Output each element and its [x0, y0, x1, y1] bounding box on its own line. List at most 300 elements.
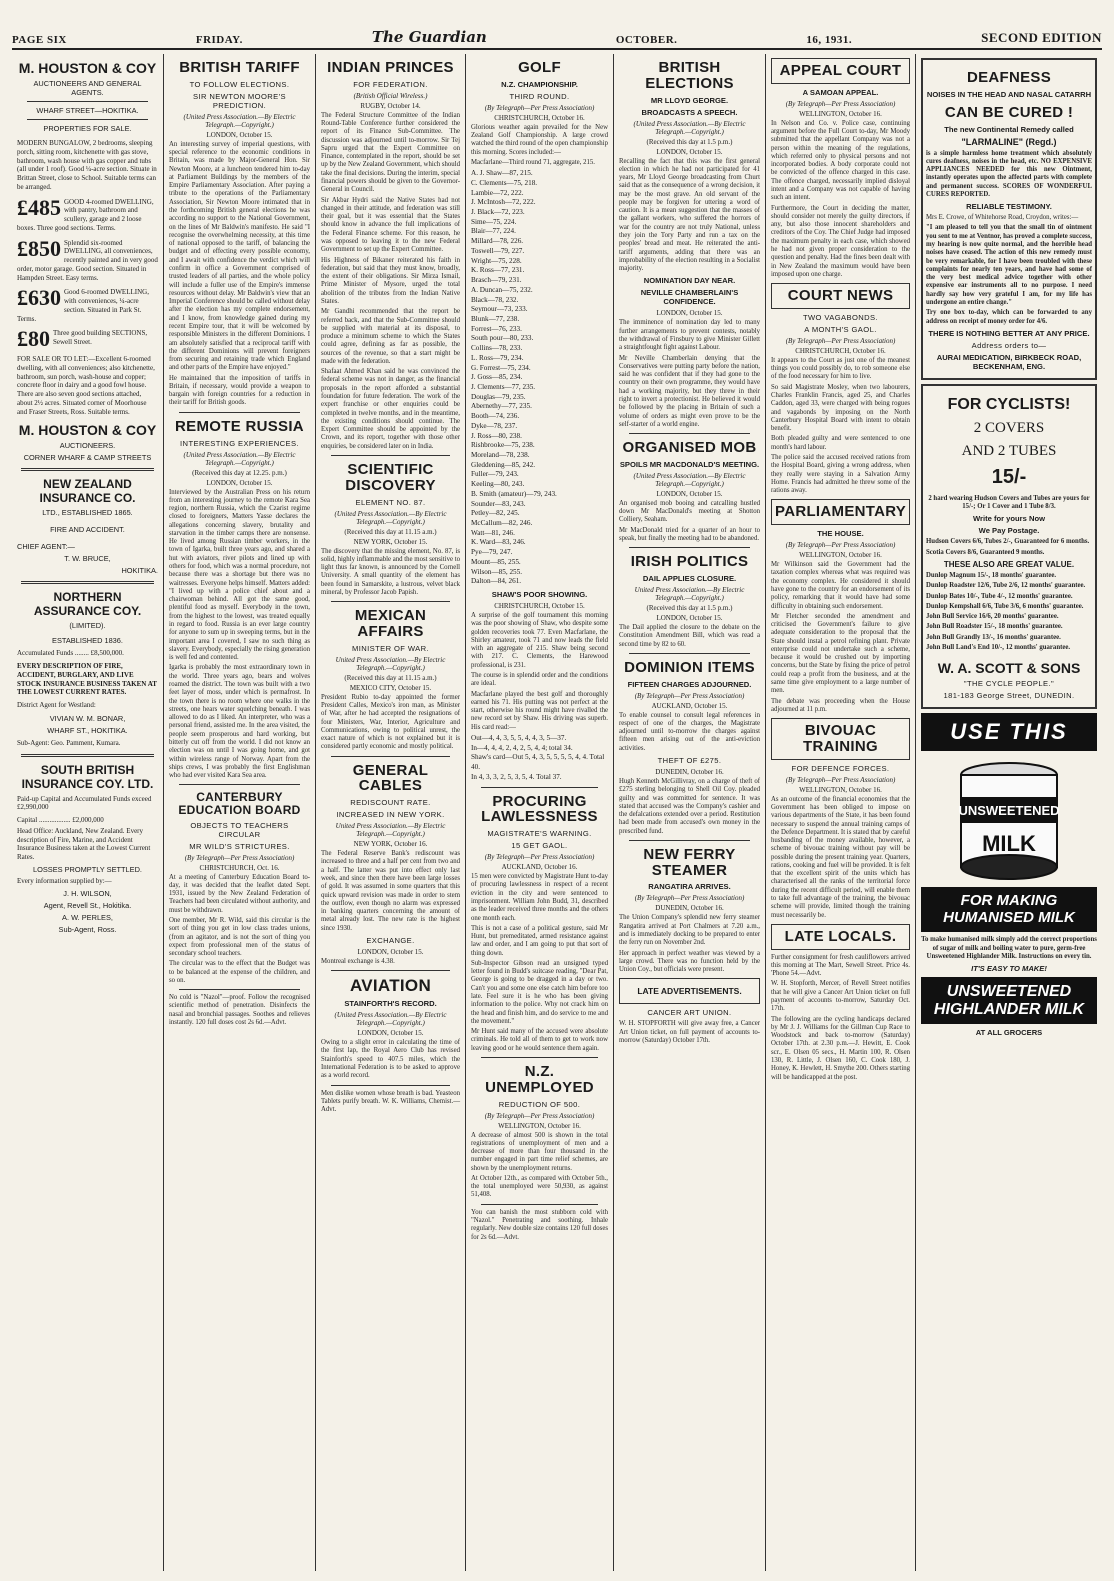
- column-7-adverts: [916, 54, 1102, 1571]
- article-body: In Nelson and Co. v. Police case, continuing argument before the Full Court to-day, Mr Moody submitted that the appellant Company was not a person within the meaning of the regulations, which referred only to physical persons and not incorporated bodies. A body corporate could not be convicted of the offence charged in this case. The offence charged, necessarily implied disloyal intent and a Company was not capable of having such an intent.: [771, 119, 910, 202]
- covers-line: 2 COVERS: [973, 419, 1045, 436]
- headline-british-tariff: BRITISH TARIFF: [179, 59, 300, 76]
- firm-name-2: M. HOUSTON & COY: [18, 422, 157, 439]
- property-ad-80: [17, 329, 158, 349]
- subhead: REDUCTION OF 500.: [498, 1099, 581, 1109]
- list-item: Mount—85, 255.: [471, 557, 521, 566]
- dateline: DUNEDIN, October 16.: [655, 904, 724, 913]
- article-body: The police said the accused received rations from the Hospital Board, giving a wrong address, when they really were staying in a Salvation Army Home. Francis had admitted he threw some of the rations away.: [771, 453, 910, 495]
- article-body: The following are the cycling handicaps declared by Mr J. J. Williams for the Gillman Cup Race to Woodstock and back to-morrow (Saturday) October 17th. at 2.30 p.m.—J. Hewitt, E. Cook scr., E. Olsen 05 secs., H. Martin 100, R. Olsen 130, R. Little, J. Olsen 160, C. Cook 180, J. Honey, K. Hewlett, H. Smythe 200. Others starting will be handicapped at the post.: [771, 1015, 910, 1081]
- south-british-agent-2-addr: Sub-Agent, Ross.: [58, 924, 117, 934]
- nz-insurance-agent-town: HOKITIKA.: [121, 566, 158, 576]
- making-milk-banner: FOR MAKING HUMANISED MILK: [921, 887, 1097, 932]
- divider: [179, 412, 300, 413]
- headline-aviation: AVIATION: [349, 976, 432, 996]
- milk-advert: [921, 713, 1097, 1037]
- list-item: Dyke—78, 237.: [471, 421, 518, 430]
- subhead: BROADCASTS A SPEECH.: [641, 107, 738, 117]
- article-body: Furthermore, the Court in deciding the matter, should consider not merely the guilty directors, if any, but also those innocent shareholders and creditors of the Coy. The Chief Judge had imposed the maximum penalty in each case, which showed he had not given proper consideration to the question and penalty. Had the fines been dealt with in New Zealand the maximum would have been imposed upon one charge.: [771, 204, 910, 278]
- masthead-day: FRIDAY.: [195, 34, 243, 46]
- subhead: NOMINATION DAY NEAR.: [643, 276, 736, 286]
- dateline: AUCKLAND, October 15.: [651, 701, 728, 710]
- column-6: [766, 54, 916, 1571]
- tyre-line: John Bull Grandly 13/-, 16 months' guarantee.: [926, 633, 1061, 641]
- divider: [629, 433, 750, 434]
- article-body: Owing to a slight error in calculating the time of the first lap, the Royal Aero Club has revised Stainforth's speed to 407.5 miles, which the International Federation is to be asked to approve as a world record.: [321, 1039, 460, 1080]
- list-item: Collins—78, 233.: [471, 344, 523, 353]
- subhead: MAGISTRATE'S WARNING.: [487, 829, 592, 839]
- subhead: NEVILLE CHAMBERLAIN'S CONFIDENCE.: [640, 288, 739, 307]
- list-item: Millard—78, 226.: [471, 237, 524, 246]
- bungalow-ad: MODERN BUNGALOW, 2 bedrooms, sleeping porch, sitting room, kitchenette with gas stove, bathroom, wash house with gas copper and tubs (all under 1 roof). Good ¼-acre section. Situate in Brittan Street, close to School. Suitable terms can be arranged.: [17, 139, 157, 191]
- headline-canterbury-education: CANTERBURY EDUCATION BOARD: [178, 790, 301, 817]
- scorecard-line: Out—4, 4, 3, 5, 5, 4, 4, 3, 5—37.: [471, 734, 567, 742]
- divider: [21, 581, 154, 584]
- wire-credit: (United Press Association.—By Electric Telegraph.—Copyright.): [334, 509, 447, 526]
- milk-tin-image: [934, 757, 1084, 881]
- nazol-advert: You can banish the most stubborn cold with "Nazol." Penetrating and soothing. Inhale regularly. New double size contains 120 full doses for 2s 6d.—Advt.: [471, 1208, 608, 1241]
- list-item: Wilson—85, 255.: [471, 567, 523, 576]
- wire-credit: (By Telegraph—Per Press Association): [484, 853, 595, 862]
- price-15s: 15/-: [991, 465, 1027, 488]
- property-ad-485: [17, 198, 158, 233]
- article-body: Mr Fletcher seconded the amendment and criticised the Government's failure to give adequate consideration to the proposal that the State should instal a petrol refining plant. Private enterprise could not undertake such a scheme, because it would be crushed out by importing concerns, but the State by fixing the price of petrol could reap a profit from the business, and at the same time give employment to a large number of men.: [771, 612, 910, 695]
- headline-court-news: COURT NEWS: [787, 287, 894, 305]
- list-item: Rishbrooke—75, 238.: [471, 441, 535, 450]
- subhead: INCREASED IN NEW YORK.: [336, 810, 445, 820]
- dateline: NEW YORK, October 15.: [353, 537, 428, 546]
- price-850: £850: [17, 238, 61, 261]
- golf-score-list: [471, 169, 608, 587]
- list-item: J. Goss—85, 234.: [471, 373, 523, 382]
- article-body: It appears to the Court as just one of the meanest things you could possibly do, to rob someone else of the food necessary for him to live.: [771, 356, 910, 381]
- wire-credit: United Press Association.—By Electric Telegraph.—Copyright.): [634, 586, 745, 602]
- article-body: 15 men were convicted by Magistrate Hunt to-day of procuring lawlessness in respect of a recent eviction in the city and were sentenced to imprisonment. William John Budd, 31, described as the leader received three months and the others one month each.: [471, 873, 608, 922]
- late-ads-box: [619, 978, 760, 1004]
- subhead: CANCER ART UNION.: [647, 1008, 732, 1018]
- headline-new-ferry-steamer: NEW FERRY STEAMER: [643, 845, 736, 879]
- northern-desc: EVERY DESCRIPTION OF FIRE, ACCIDENT, BURGLARY, AND LIVE STOCK INSURANCE BUSINESS TAKEN AT THE LOWEST CURRENT RATES.: [17, 662, 157, 697]
- list-item: Watt—81, 246.: [471, 528, 515, 537]
- list-item: McCallum—82, 246.: [471, 519, 533, 528]
- firm-2-address: CORNER WHARF & CAMP STREETS: [23, 453, 152, 463]
- headline-dominion-items: DOMINION ITEMS: [624, 658, 755, 676]
- scorecard-line: In—4, 4, 4, 2, 4, 2, 5, 4, 4; total 34.: [471, 743, 573, 752]
- divider: [629, 840, 750, 841]
- list-item: C. Clements—75, 218.: [471, 178, 538, 187]
- bivouac-box: [771, 718, 910, 760]
- article-body: The imminence of nomination day led to many further arrangements to prevent contests, notably the withdrawal of Finsbury to give Minister Gillett a straightfought fight against Labour.: [619, 319, 760, 352]
- dateline: WELLINGTON, October 16.: [498, 1121, 581, 1130]
- divider: [481, 787, 598, 788]
- dateline: WELLINGTON, October 16.: [799, 551, 882, 560]
- list-item: J. McIntosh—72, 222.: [471, 198, 536, 207]
- dateline: DUNEDIN, October 16.: [655, 768, 724, 776]
- headline-nz-unemployed: N.Z. UNEMPLOYED: [485, 1063, 594, 1096]
- subhead: STAINFORTH'S RECORD.: [344, 999, 437, 1009]
- tin-label-unsweetened: UNSWEETENED: [958, 803, 1060, 819]
- subhead: FIFTEEN CHARGES ADJOURNED.: [627, 679, 752, 689]
- order-address: AURAI MEDICATION, BIRKBECK ROAD, BECKENHAM, ENG.: [936, 352, 1082, 371]
- article-body: Both pleaded guilty and were sentenced to one month's hard labour.: [771, 435, 910, 451]
- article-body: The Dail applied the closure to the debate on the Constitution Amendment Bill, which was read a second time by 82 to 60.: [619, 624, 760, 648]
- appeal-court-box: [771, 58, 910, 84]
- headline-irish-politics: IRISH POLITICS: [630, 553, 749, 571]
- masthead-month: OCTOBER.: [615, 34, 678, 46]
- yeasteon-advert: Men dislike women whose breath is bad. Yeasteon Tablets purify breath. W. K. Williams, Chemist.—Advt.: [321, 1089, 460, 1114]
- advert-body: 2 hard wearing Hudson Covers and Tubes are yours for 15/-; Or 1 Cover and 1 Tube 8/3.: [928, 494, 1090, 511]
- divider: [21, 754, 154, 757]
- article-body: Interviewed by the Australian Press on his return from an interesting journey to the remote Kara Sea region, northern Russia, which the Czarist regime closed to foreigners, Matters Yasse declares the allegations concerning slavery, brutality and starvation in the timber camps there are nonsense. He lived among Russian timber workers, in the town of Igarka, built three years ago, and shared a hut with aviators, river pilots and lined up with others for food, which was a normal procedure, not because there was a shortage but there was no waitresses. Everyone helps himself. Matters added: "I lived up with a police chief about and a chairwoman behind. All got the same good, plentiful food as myself. Everybody in the town, from the highest to the lowest, was treated equally in regard to food. Russia is an ever large country for anyone to sum up in sweeping terms, but in the important area I covered, I saw no such thing as slavery. Everybody, especially the rising generation is well fed and contented.: [169, 488, 310, 662]
- subhead: REDISCOUNT RATE.: [350, 798, 431, 808]
- wire-credit: (United Press Association.—By Electric Telegraph.—Copyright.): [334, 1011, 447, 1028]
- column-1-classifieds: [12, 54, 164, 1571]
- tyre-line: John Bull Land's End 10/-, 12 months' guarantee.: [926, 643, 1071, 651]
- nz-insurance-est: LTD., ESTABLISHED 1865.: [42, 508, 133, 518]
- list-item: Moreland—78, 238.: [471, 451, 530, 459]
- south-british-capital: Paid-up Capital and Accumulated Funds exceed £2,990,000: [17, 794, 152, 812]
- list-item: Abernethy—77, 235.: [471, 402, 532, 411]
- wire-credit: (By Telegraph—Per Press Association): [785, 541, 896, 550]
- article-body: One member, Mr R. Wild, said this circular is the sort of thing you get in low class trades unions, (from an agitator, and is not the sort of thing you expect from professional men of the status of secondary school teachers.: [169, 916, 310, 958]
- divider: [331, 455, 450, 456]
- list-item: Brasch—79, 231.: [471, 276, 522, 285]
- cyclists-advert: [921, 384, 1097, 709]
- list-item: South pour—80, 233.: [471, 334, 534, 343]
- subhead: INTERESTING EXPERIENCES.: [180, 438, 299, 448]
- headline-golf: GOLF: [518, 59, 561, 76]
- subhead: MR WILD'S STRICTURES.: [189, 841, 290, 851]
- northern-assurance-name: NORTHERN ASSURANCE COY.: [33, 590, 142, 619]
- property-ad-485-text: GOOD 4-roomed DWELLING, with pantry, bathroom and scullery, garage and 2 loose boxes. Three good sections. Terms.: [17, 197, 154, 232]
- headline-indian-princes: INDIAN PRINCES: [327, 59, 454, 76]
- wire-credit: (By Telegraph—Per Press Association): [785, 336, 896, 345]
- headline-remote-russia: REMOTE RUSSIA: [175, 417, 304, 435]
- article-body: Macfarlane played the best golf and thoroughly earned his 71. His putting was not perfect at the start, otherwise his round might have rivalled the new record set by Shaw. His driving was superb. His card read:—: [471, 690, 608, 731]
- wire-credit: (By Telegraph—Per Press Association): [484, 103, 595, 112]
- dateline: LONDON, October 15.: [206, 478, 273, 487]
- price-line: Hudson Covers 6/6, Tubes 2/-, Guaranteed for 6 months.: [926, 538, 1090, 546]
- dateline: LONDON, October 15.: [206, 130, 273, 139]
- subhead: OBJECTS TO TEACHERS CIRCULAR: [190, 820, 289, 839]
- divider: [21, 468, 154, 471]
- dateline: LONDON, October 15.: [656, 489, 723, 498]
- property-ad-80-text: Three good building SECTIONS, Sewell Street.: [53, 329, 148, 346]
- divider: [331, 1085, 450, 1086]
- cured-headline: CAN BE CURED !: [944, 103, 1074, 121]
- list-item: Keeling—80, 243.: [471, 480, 525, 489]
- scorecard-line: In 4, 3, 3, 2, 5, 3, 5, 4. Total 37.: [471, 772, 562, 781]
- easy-line: IT'S EASY TO MAKE!: [971, 964, 1047, 974]
- article-body: The Federal Reserve Bank's rediscount was increased to three and a half per cent from two and a half. The latter was put into effect only last week, and since then there have been large losses of gold. It was assumed in some quarters that this quick upward revision was made in order to stem the outflow, even though no alarm was expressed in banking quarters concerning the amount of metal already lost. The new rate is the highest since 1930.: [321, 850, 460, 932]
- northern-agent-label: District Agent for Westland:: [17, 701, 96, 710]
- received-note: (Received this day at 1.5 p.m.): [646, 137, 733, 146]
- dateline: CHRISTCHURCH, October 16.: [795, 346, 886, 355]
- dateline: MEXICO CITY, October 15.: [349, 683, 432, 692]
- article-body: Mr MacDonald tried for a quarter of an hour to speak, but finally the meeting had to be abandoned.: [619, 526, 760, 542]
- sale-or-let-ad: FOR SALE OR TO LET:—Excellent 6-roomed dwelling, with all conveniences; also kitchenette, bathroom, sun porch, wash-house and copper; concrete floor in dairy and a good fowl house. There are also seven good sections attached, about 2½ acres. Situated corner of Moorhouse and Fraser Streets, Ross. Suitable terms.: [17, 355, 155, 416]
- scorecard-line: Shaw's card—Out 5, 4, 3, 5, 5, 5, 5, 4, 4. Total 40.: [471, 753, 605, 772]
- article-body: His Highness of Bikaner reiterated his faith in federation, but said that they must know, broadly, the extent of their obligations. Sir Mirza Ismail, Prime Minister of Mysore, urged the total abolition of the tributes from the Indian Native States.: [321, 256, 460, 305]
- price-485: £485: [17, 197, 61, 220]
- list-item: Blair—77, 224.: [471, 227, 516, 236]
- highlander-brand: UNSWEETENED HIGHLANDER MILK: [921, 977, 1097, 1024]
- headline-british-elections: BRITISH ELECTIONS: [645, 59, 734, 92]
- subhead: RELIABLE TESTIMONY.: [966, 202, 1052, 212]
- list-item: Wright—75, 228.: [471, 256, 522, 265]
- article-body: Sir Akbar Hydri said the Native States had not changed in their attitude, and federation was still their goal, but it was essential that the States should know in advance the full implications of the Federal Finance scheme. For this reason, he was opposed to leaving it to the new Federal Government to set up the Expert Committee.: [321, 196, 460, 254]
- great-value-heading: THESE ALSO ARE GREAT VALUE.: [943, 559, 1075, 569]
- northern-agent-name: VIVIAN W. M. BONAR,: [49, 713, 126, 723]
- dateline: CHRISTCHURCH, Oct. 16.: [199, 863, 280, 872]
- wire-credit: United Press Association.—By Electric Telegraph.—Copyright.): [335, 655, 446, 672]
- stopforth-advert: W. H. STOPFORTH will give away free, a Cancer Art Union ticket, on full payment of accounts to-morrow (Saturday) October 17th.: [619, 1020, 760, 1044]
- column-3: [316, 54, 466, 1571]
- wire-credit: United Press Association.—By Electric Telegraph.—Copyright.): [335, 822, 446, 839]
- subhead: ELEMENT NO. 87.: [355, 497, 426, 507]
- list-item: A. Duncan—75, 232.: [471, 285, 533, 294]
- wire-credit: (By Telegraph—Per Press Association): [484, 1111, 595, 1120]
- article-body: The debate was proceeding when the House adjourned at 11 p.m.: [771, 697, 910, 713]
- headline-appeal-court: APPEAL COURT: [779, 62, 902, 79]
- received-note: (Received this day at 1.5 p.m.): [646, 604, 733, 612]
- article-body: At a meeting of Canterbury Education Board to-day, it was decided that the leaflet dated Sept. 1931, issued by the New Zealand Federation of Teachers had been circulated without authority, and must be withdrawn.: [169, 873, 310, 914]
- subhead: NOISES IN THE HEAD AND NASAL CATARRH: [926, 89, 1092, 99]
- divider: [331, 970, 450, 971]
- article-body: As an outcome of the financial economies that the Government has been obliged to impose on various departments of the State, it has been found necessary to suspend the annual training camps of the Defence Department. It is stated that by careful husbanding of the money available, however, a scheme of bivouac training without pay will be possible during the present training year. Quarters, rations, cooking and fuel will be provided. It is felt that the excellent spirit of the units which has characterised all the ranks of the territorial force during the recent difficult period, will enable them to take full advantage of the training, the bivouac scheme will provide, limited though the training must necessarily be.: [771, 795, 910, 919]
- dateline: AUCKLAND, October 16.: [501, 863, 578, 872]
- divider: [179, 784, 300, 785]
- article-body: At October 12th., as compared with October 5th., the total unemployed were 50,930, as against 51,408.: [471, 1174, 608, 1199]
- article-body: Her approach in perfect weather was viewed by a large crowd. There was no function held by the Union Coy., but officials were present.: [619, 949, 760, 974]
- wire-credit: (By Telegraph—Per Press Association): [785, 99, 896, 108]
- wire-credit: (By Telegraph—Per Press Association): [184, 853, 295, 862]
- northern-sub-agent: Sub-Agent: Geo. Pamment, Kumara.: [17, 738, 121, 747]
- tin-label-milk: MILK: [982, 831, 1036, 857]
- list-item: Petley—82, 245.: [471, 509, 520, 518]
- list-item: Sounder—83, 243.: [471, 499, 526, 508]
- dateline: LONDON, October 15.: [656, 309, 723, 318]
- article-body: To enable counsel to consult legal references in respect of one of the charges, the Magistrate adjourned until to-morrow the charges against fifteen men arising out of the anti-eviction activities.: [619, 711, 760, 752]
- tyre-line: Dunlop Kempshall 6/6, Tube 3/6, 6 months' guarantee.: [926, 602, 1084, 610]
- nz-insurance-agent-label: CHIEF AGENT:—: [17, 542, 75, 552]
- dateline: WELLINGTON, October 16.: [799, 785, 882, 794]
- subhead: Address orders to—: [971, 340, 1047, 350]
- page-number: PAGE SIX: [12, 34, 67, 46]
- subhead: The new Continental Remedy called: [944, 124, 1074, 134]
- masthead: [12, 28, 1102, 50]
- list-item: Forrest—76, 233.: [471, 324, 522, 333]
- subhead: THERE IS NOTHING BETTER AT ANY PRICE.: [928, 328, 1090, 338]
- property-ad-630: [17, 288, 158, 323]
- list-item: J. Clements—77, 235.: [471, 382, 536, 391]
- product-name: "LARMALINE" (Regd.): [961, 136, 1057, 147]
- masthead-date: 16, 1931.: [806, 34, 853, 46]
- northern-funds: Accumulated Funds ........ £8,500,000.: [17, 649, 124, 658]
- article-body: So said Magistrate Mosley, when two labourers, Charles Franklin Francis, aged 25, and Charles Caddon, aged 33, were charged with being rogues and vagabonds by imposing on the North Canterbury Hospital Board with intent to obtain benefit.: [771, 383, 910, 433]
- headline-general-cables: GENERAL CABLES: [352, 761, 429, 795]
- subhead: THE HOUSE.: [817, 529, 864, 539]
- dateline: CHRISTCHURCH, October 16.: [494, 113, 585, 122]
- paper-title: The Guardian: [371, 28, 487, 46]
- list-item: Lambie—72, 222.: [471, 188, 524, 197]
- list-item: Black—78, 232.: [471, 295, 519, 304]
- wire-credit: (United Press Association.—By Electric Telegraph.—Copyright.): [183, 450, 296, 467]
- nz-insurance-name: NEW ZEALAND INSURANCE CO.: [39, 477, 136, 506]
- list-item: Booth—74, 236.: [471, 412, 520, 421]
- divider: [481, 1204, 598, 1205]
- article-body: An organised mob booing and catcalling hustled down Mr MacDonald's meeting at Shotton Colliery, Seaham.: [619, 499, 760, 524]
- wire-credit: (United Press Association.—By Electric Telegraph.—Copyright.): [633, 471, 746, 488]
- received-note: (Received this day at 11.15 a.m.): [344, 527, 437, 536]
- headline-scientific-discovery: SCIENTIFIC DISCOVERY: [345, 461, 436, 494]
- subhead: FOR FEDERATION.: [353, 79, 428, 89]
- columns: [12, 54, 1102, 1571]
- divider: [179, 989, 300, 990]
- subhead: SIR NEWTON MOORE'S PREDICTION.: [193, 91, 286, 110]
- divider: [331, 601, 450, 602]
- article-body: The circular was to the effect that the Budget was to be balanced at the expense of the children, and so on.: [169, 960, 310, 984]
- south-british-info: Every information supplied by:—: [17, 876, 112, 885]
- list-item: Dalton—84, 261.: [471, 577, 522, 586]
- headline-mexican-affairs: MEXICAN AFFAIRS: [354, 607, 427, 640]
- list-item: Seymour—73, 233.: [471, 305, 528, 314]
- subhead: SHAW'S POOR SHOWING.: [491, 590, 588, 600]
- subhead: FOR DEFENCE FORCES.: [791, 763, 890, 773]
- wire-credit: (By Telegraph—Per Press Association): [634, 894, 745, 903]
- at-all-grocers: AT ALL GROCERS: [975, 1028, 1043, 1038]
- use-this-banner: USE THIS: [921, 713, 1097, 751]
- parliamentary-box: [771, 499, 910, 525]
- wire-credit: (United Press Association.—By Electric Telegraph.—Copyright.): [183, 112, 296, 129]
- nz-insurance-type: FIRE AND ACCIDENT.: [50, 525, 125, 535]
- subhead: DAIL APPLIES CLOSURE.: [642, 574, 737, 583]
- price-630: £630: [17, 288, 61, 311]
- property-ad-850: [17, 239, 158, 283]
- list-item: B. Smith (amateur)—79, 243.: [471, 489, 557, 498]
- tyre-line: John Bull Service 16/6, 20 months' guarantee.: [926, 613, 1059, 621]
- nazol-advert: No cold is "Nazol"—proof. Follow the recognised scientific method of penetration. Disinfects the nasal and bronchial passages. Soothes and relieves instantly. 120 full doses cost 2s 6d.—Advt.: [169, 994, 310, 1027]
- article-body: A decrease of almost 500 is shown in the total registrations of unemployment of men and a decrease of more than four thousand in the number engaged in part time relief schemes, are shown by the unemployment returns.: [471, 1131, 608, 1172]
- article-body: President Rubio to-day appointed the former President Calles, Mexico's iron man, as Minister of War, after he had accepted the resignations of four Ministers, War, Interior, Agriculture and Communications, owing to political unrest, the exact nature of which is not explained but it is considered partly economic and mostly political.: [321, 693, 460, 751]
- tubes-line: AND 2 TUBES: [961, 442, 1057, 459]
- edition-label: SECOND EDITION: [981, 30, 1102, 45]
- dateline: RUGBY, October 14.: [360, 101, 421, 110]
- column-5: [614, 54, 766, 1571]
- firm-address: WHARF STREET—HOKITIKA.: [36, 106, 139, 115]
- subhead: TO FOLLOW ELECTIONS.: [189, 79, 290, 89]
- price-line: Scotia Covers 8/6, Guaranteed 9 months.: [926, 548, 1045, 556]
- nz-insurance-agent-name: T. W. BRUCE,: [64, 554, 111, 564]
- subhead: N.Z. CHAMPIONSHIP.: [501, 79, 578, 89]
- subhead: MR LLOYD GEORGE.: [650, 95, 729, 105]
- article-body: Mr Neville Chamberlain denying that the Conservatives were putting party before the nation, said he was confident that if they had gone to the country on their own programme, they would have had a working majority, but they threw in their right to invert a protectionist. He believed it would be followed by the placing in Britain of such a volume of orders as might even prove to be the self-starter of a world engine.: [619, 354, 760, 428]
- tyre-line: Dunlop Magnum 15/-, 18 months' guarantee.: [926, 571, 1057, 579]
- headline-late-locals: LATE LOCALS.: [784, 927, 897, 945]
- article-body: Igarka is probably the most extraordinary town in the world. Three years ago, bears and wolves roamed the district. The town was built with a two feet layer of moss, under which is permafrost. In the town there is no room where one walks in the streets, one hears water squelching beneath. I was allowed to do as I liked. An interpreter, who was a personal friend, assisted me. In the area visited, the people seem prosperous and hard working, but bitterly cut off from the world. I did not know an election was on until I was going home, and got within wireless range of Norway. Apart from the ships crews, I was probably the first Englishman who had ever visited Kara Sea area.: [169, 664, 310, 780]
- northern-agent-address: WHARF ST., HOKITIKA.: [47, 725, 128, 735]
- wire-credit: (By Telegraph—Per Press Association): [634, 691, 745, 700]
- advert-body: To make humanised milk simply add the correct proportions of sugar of milk and boiling water to pure, germ-free Unsweetened Highlander Milk. Instructions on every tin.: [921, 936, 1097, 960]
- article-body: Further consignment for fresh cauliflowers arrived this morning at The Mart, Sewell Street. Price 4s. 'Phone 54.—Advt.: [771, 953, 910, 978]
- article-body: Mr Hunt said many of the accused were absolute criminals. He told all of them to get to work now leaving good or he would sentence them again.: [471, 1028, 608, 1052]
- properties-heading: PROPERTIES FOR SALE.: [43, 124, 132, 133]
- subhead: TWO VAGABONDS.: [802, 312, 879, 322]
- headline-organised-mob: ORGANISED MOB: [622, 439, 757, 457]
- divider: [27, 101, 148, 102]
- dateline: CHRISTCHURCH, October 15.: [494, 602, 585, 611]
- list-item: Pye—79, 247.: [471, 548, 513, 557]
- headline-procuring-lawlessness: PROCURING LAWLESSNESS: [481, 792, 598, 826]
- tyre-line: Dunlop Bates 10/-, Tube 4/-, 12 months' guarantee.: [926, 592, 1073, 600]
- northern-ltd: (LIMITED).: [69, 621, 106, 631]
- south-british-agent-1-addr: Agent, Revell St., Hokitika.: [43, 900, 132, 910]
- divider: [481, 1057, 598, 1058]
- article-body: Sub-Inspector Gibson read an unsigned typed letter found in Budd's suitcase reading, "Dear Pat, George is going to be dragged in a day or two. Can't you and some one else catch him before too late. Feel sure it is he who has been giving information to the police. Why not crack him on the head and finish him, and do service to me and the movement.": [471, 959, 608, 1025]
- article-body: Hugh Kenneth McGillivray, on a charge of theft of £275 sterling belonging to Shell Oil Coy. pleaded guilty and was committed for sentence. It was stated that accused was the Company's cashier and the defalcations extended over a period. Restitution had been made from accused's own money in the prescribed fund.: [619, 778, 760, 835]
- firm-sub: AUCTIONEERS AND GENERAL AGENTS.: [33, 79, 142, 97]
- article-body: The Union Company's splendid new ferry steamer Rangatira arrived at Port Chalmers at 7.20 a.m., and is immediately docking to be prepared to enter the ferry run on November 2nd.: [619, 914, 760, 947]
- headline-bivouac-training: BIVOUAC TRAINING: [803, 722, 878, 755]
- received-note: (Received this day at 11.15 a.m.): [344, 673, 437, 682]
- article-body: An interesting survey of imperial questions, with special reference to the economic conditions in Britain, was made by Major-General Hon. Sir Newton Moore, at a luncheon tendered him to-day at Parliament Buildings by the members of the Empire Parliamentary Association. After paying a tribute to the operations of the Parliamentary Association, Sir Newton Moore intimated that in the forthcoming British general elections he was according no support to the National Government, on the lines of Mr Baldwin's manifesto. He said "I recognise the overwhelming necessity, at this time of national opposed to the tariff, of balancing the budget and of effecting every possible economy, and I await with confidence the verdict which will confirm in office a Government comprised of trusted leaders of all parties, and the whole policy will include a fuller use of the Empire's immense resources without delay. Mr Baldwin's view that an Imperial Conference should be called without delay after the election has my complete endorsement, and I know, from knowledge gained during my recent Empire tour, that it will be welcomed by responsible Ministers in the different Dominions. I am absolutely satisfied that a reciprocal tariff with the different Dominions will prevent foreigners from securing and retaining trade which England and other parts of the Empire have enjoyed.": [169, 140, 310, 372]
- article-body: Macfarlane—Third round 71, aggregate, 215.: [471, 158, 595, 166]
- deafness-advert: [921, 58, 1097, 380]
- list-item: K. Ward—83, 246.: [471, 538, 526, 547]
- wire-credit: (British Official Wireless.): [353, 91, 428, 100]
- advert-body: is a simple harmless home treatment which absolutely cures deafness, noises in the head, etc. NO EXPENSIVE APPLIANCES NEEDED for this new Ointment, instantly operates upon the affected parts with complete and permanent success. SCORES OF WONDERFUL CURES REPORTED.: [926, 149, 1092, 198]
- late-locals-box: [771, 924, 910, 950]
- list-item: Gleddening—85, 242.: [471, 460, 536, 469]
- article-body: Recalling the fact that this was the first general election in which he had not participated for 41 years, Mr Lloyd George broadcasting from Churt said that as the consequence of a wrong decision, it may be the most grave. An old servant of the people may be forgiven for uttering a word of caution. It is a mean suggestion that the masses of the gallant workers, who suffered the horrors of war for the country are not truly National, unless they join the Tory Party and run a tax on the peoples' bread and meat. He reiterated the anti-tariff arguments, adding that there was an improbability of the election resulting in a Socialist majority.: [619, 157, 760, 273]
- south-british-capital-2: Capital .................. £2,000,000: [17, 816, 104, 825]
- tyre-line: John Bull Roadster 15/-, 18 months' guarantee.: [926, 623, 1063, 631]
- wire-credit: (By Telegraph—Per Press Association): [785, 775, 896, 784]
- column-2: [164, 54, 316, 1571]
- tyre-line: Dunlop Roadster 12/6, Tube 2/6, 12 months' guarantee.: [926, 582, 1086, 590]
- firm-2-sub: AUCTIONEERS.: [59, 441, 116, 451]
- headline-parliamentary: PARLIAMENTARY: [775, 503, 907, 521]
- price-80: £80: [17, 329, 50, 350]
- subhead: EXCHANGE.: [366, 935, 415, 945]
- write-now: Write for yours Now: [972, 514, 1045, 524]
- received-note: (Received this day at 12.25. p.m.): [192, 468, 287, 477]
- south-british-agent-2: A. W. PERLES,: [62, 912, 113, 922]
- advert-body: Mrs E. Crowe, of Whitehorse Road, Croydon, writes:—: [926, 214, 1079, 222]
- article-body: The Federal Structure Committee of the Indian Round-Table Conference further considered the report of its Finance Sub-Committee. The discussion was adjourned until to-morrow. Sir Tej Sapru urged that the Expert Committee on Finance, contemplated in the report, should be set up by the New Zealand Government, which should take the final decisions. During the interim, special financial powers should be given to the Governor-General in Council.: [321, 111, 460, 194]
- cyclists-headline: FOR CYCLISTS!: [947, 395, 1071, 413]
- subhead: A SAMOAN APPEAL.: [802, 87, 879, 97]
- south-british-losses: LOSSES PROMPTLY SETTLED.: [33, 864, 142, 874]
- deafness-headline: DEAFNESS: [966, 69, 1052, 86]
- list-item: Blunk—77, 238.: [471, 314, 520, 323]
- list-item: G. Forrest—75, 234.: [471, 363, 531, 372]
- dateline: NEW YORK, October 16.: [353, 840, 428, 849]
- dateline: LONDON, October 15.: [357, 947, 424, 956]
- south-british-name: SOUTH BRITISH INSURANCE COY. LTD.: [21, 762, 154, 791]
- divider: [27, 119, 148, 120]
- article-body: The course is in splendid order and the conditions are ideal.: [471, 672, 608, 688]
- south-british-agent-1: J. H. WILSON,: [63, 888, 112, 898]
- scott-firm: W. A. SCOTT & SONS: [937, 660, 1081, 677]
- list-item: Sime—75, 224.: [471, 217, 517, 226]
- article-body: W. H. Stopforth, Mercer, of Revell Street notifies that he will give a Cancer Art Union ticket on full payment of accounts to-morrow, Saturday Oct. 17th.: [771, 980, 910, 1013]
- property-ad-850-text: Splendid six-roomed DWELLING, all conveniences, recently painted and in very good order, motor garage. Good section. Situated in Hampden Street. Easy terms.: [17, 238, 158, 282]
- list-item: A. J. Shaw—87, 215.: [471, 169, 533, 178]
- subhead: THIRD ROUND.: [509, 91, 570, 101]
- article-body: A surprise of the golf tournament this morning was the poor showing of Shaw, who despite some golden recoveries took 77. Even Macfarlane, the Shirley amateur, took 71 and now leads the field with an aggregate of 215. Shaw being second with 217. C. Clements, the Harewood professional, is 231.: [471, 612, 608, 669]
- property-ad-630-text: Good 6-roomed DWELLING, with conveniences, ¼-acre section. Situated in Park St. Terms.: [17, 288, 149, 323]
